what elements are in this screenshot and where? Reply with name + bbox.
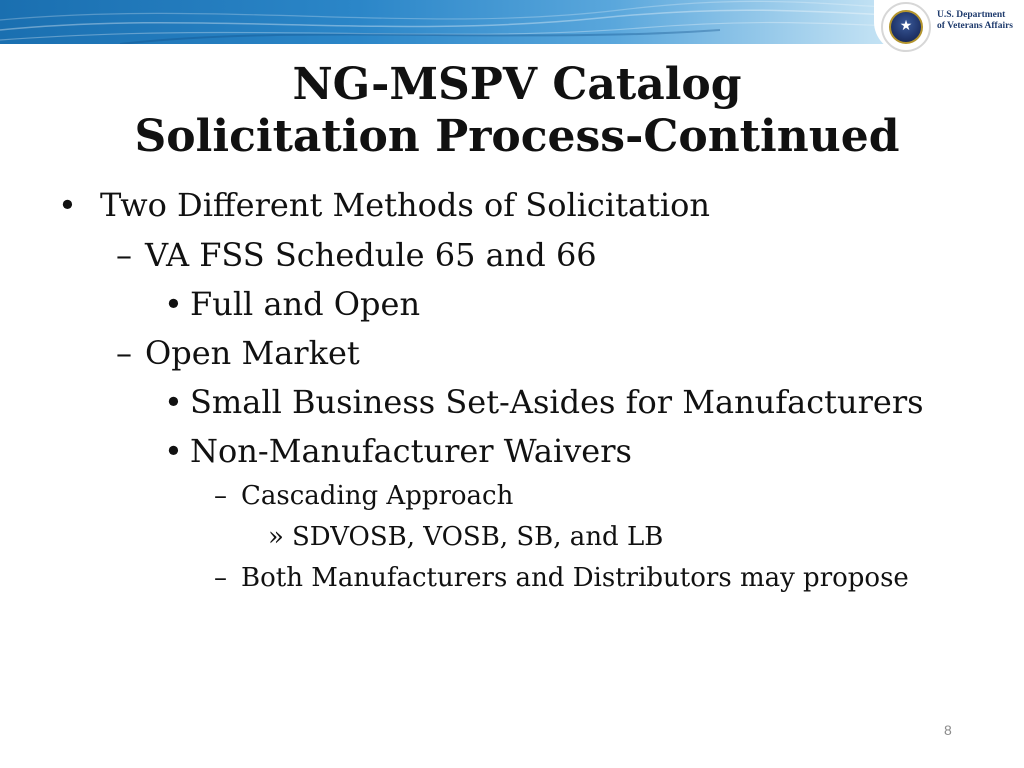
bullet-text: Open Market (145, 334, 360, 372)
chevron-marker: » (268, 522, 284, 552)
bullet-text: Both Manufacturers and Distributors may propose (241, 563, 909, 593)
bullet-marker: • (164, 432, 183, 470)
bullet-text: Two Different Methods of Solicitation (100, 186, 710, 224)
bullet-level-3 (164, 433, 632, 469)
department-line-1: U.S. Department (937, 10, 1006, 20)
department-line-2: of Veterans Affairs (937, 21, 1013, 31)
bullet-text: VA FSS Schedule 65 and 66 (145, 236, 597, 274)
dash-marker: – (116, 334, 132, 372)
bullet-text: SDVOSB, VOSB, SB, and LB (292, 522, 664, 552)
dash-marker: – (214, 481, 227, 511)
bullet-text: Full and Open (190, 285, 421, 323)
dash-marker: – (116, 236, 132, 274)
slide-title-line-2: Solicitation Process-Continued (134, 111, 900, 162)
bullet-level-3 (164, 286, 420, 322)
bullet-marker: • (164, 285, 183, 323)
department-name (937, 10, 1013, 32)
bullet-text: Non-Manufacturer Waivers (190, 432, 632, 470)
bullet-level-3 (164, 384, 924, 420)
bullet-level-2 (116, 335, 360, 371)
bullet-marker: • (164, 383, 183, 421)
header-banner (0, 0, 1024, 44)
bullet-level-4 (214, 481, 513, 511)
bullet-marker: • (58, 186, 77, 224)
page-number: 8 (944, 722, 952, 738)
bullet-level-4 (214, 563, 909, 593)
va-seal-icon: ★ (881, 2, 931, 52)
dash-marker: – (214, 563, 227, 593)
banner-wave-graphic (0, 0, 1024, 44)
bullet-level-2 (116, 237, 597, 273)
bullet-text: Small Business Set-Asides for Manufacturers (190, 383, 924, 421)
bullet-level-5 (268, 522, 663, 552)
bullet-text: Cascading Approach (241, 481, 514, 511)
slide-title-line-1: NG-MSPV Catalog (292, 59, 742, 110)
bullet-level-1 (58, 187, 710, 223)
